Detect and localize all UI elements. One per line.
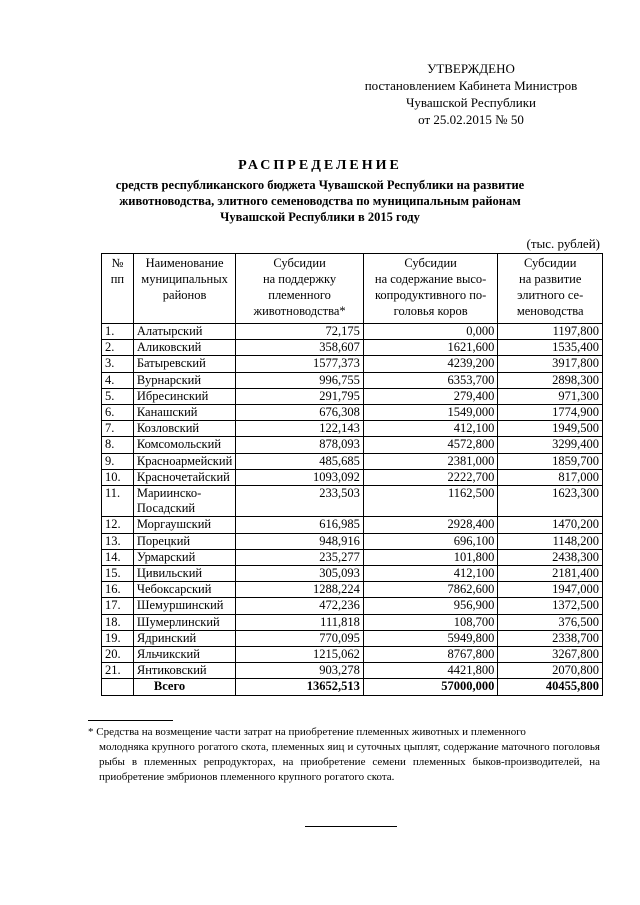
breeding-subsidy: 1288,224 (236, 582, 364, 598)
end-divider (305, 826, 397, 827)
seeds-subsidy: 1470,200 (498, 517, 603, 533)
table-total-row (102, 679, 603, 695)
distribution-table (101, 253, 603, 696)
row-number: 13. (102, 533, 134, 549)
table-row (102, 663, 603, 679)
seeds-subsidy: 1197,800 (498, 324, 603, 340)
district-name: Янтиковский (133, 663, 235, 679)
district-name: Порецкий (133, 533, 235, 549)
document-title (100, 158, 540, 225)
header-number: № пп (102, 254, 134, 324)
approval-decree: постановлением Кабинета Министров (364, 78, 578, 93)
total-cows: 57000,000 (363, 679, 498, 695)
cows-subsidy: 4421,800 (363, 663, 498, 679)
district-name: Красночетайский (133, 469, 235, 485)
seeds-subsidy: 1535,400 (498, 340, 603, 356)
header-district-name: Наименование муниципальных районов (133, 254, 235, 324)
cows-subsidy: 8767,800 (363, 647, 498, 663)
breeding-subsidy: 996,755 (236, 372, 364, 388)
district-name: Комсомольский (133, 437, 235, 453)
table-row (102, 517, 603, 533)
cows-subsidy: 956,900 (363, 598, 498, 614)
cows-subsidy: 101,800 (363, 549, 498, 565)
breeding-subsidy: 616,985 (236, 517, 364, 533)
seeds-subsidy: 1623,300 (498, 486, 603, 517)
row-number: 20. (102, 647, 134, 663)
seeds-subsidy: 1148,200 (498, 533, 603, 549)
header-seeds-subsidy: Субсидии на развитие элитного се- меноводства (498, 254, 603, 324)
table-row (102, 647, 603, 663)
table-row (102, 388, 603, 404)
district-name: Мариинско- Посадский (133, 486, 235, 517)
cows-subsidy: 7862,600 (363, 582, 498, 598)
cows-subsidy: 412,100 (363, 421, 498, 437)
approval-date-number: от 25.02.2015 № 50 (418, 112, 524, 127)
footnote-divider (88, 720, 173, 721)
district-name: Моргаушский (133, 517, 235, 533)
seeds-subsidy: 1372,500 (498, 598, 603, 614)
district-name: Канашский (133, 405, 235, 421)
breeding-subsidy: 305,093 (236, 566, 364, 582)
cows-subsidy: 108,700 (363, 614, 498, 630)
seeds-subsidy: 817,000 (498, 469, 603, 485)
approval-stamp (340, 60, 602, 128)
total-breeding: 13652,513 (236, 679, 364, 695)
cows-subsidy: 412,100 (363, 566, 498, 582)
table-row (102, 372, 603, 388)
breeding-subsidy: 358,607 (236, 340, 364, 356)
breeding-subsidy: 122,143 (236, 421, 364, 437)
row-number: 1. (102, 324, 134, 340)
breeding-subsidy: 291,795 (236, 388, 364, 404)
row-number: 5. (102, 388, 134, 404)
table-row (102, 598, 603, 614)
district-name: Чебоксарский (133, 582, 235, 598)
seeds-subsidy: 3917,800 (498, 356, 603, 372)
row-number: 15. (102, 566, 134, 582)
seeds-subsidy: 971,300 (498, 388, 603, 404)
table-row (102, 630, 603, 646)
seeds-subsidy: 3299,400 (498, 437, 603, 453)
seeds-subsidy: 1774,900 (498, 405, 603, 421)
breeding-subsidy: 111,818 (236, 614, 364, 630)
title-line-1: средств республиканского бюджета Чувашской Республики на развитие (115, 178, 525, 192)
district-name: Алатырский (133, 324, 235, 340)
district-name: Урмарский (133, 549, 235, 565)
breeding-subsidy: 770,095 (236, 630, 364, 646)
row-number: 16. (102, 582, 134, 598)
cows-subsidy: 1621,600 (363, 340, 498, 356)
row-number: 2. (102, 340, 134, 356)
row-number: 8. (102, 437, 134, 453)
row-number: 17. (102, 598, 134, 614)
district-name: Козловский (133, 421, 235, 437)
seeds-subsidy: 2070,800 (498, 663, 603, 679)
cows-subsidy: 279,400 (363, 388, 498, 404)
breeding-subsidy: 72,175 (236, 324, 364, 340)
table-row (102, 533, 603, 549)
district-name: Вурнарский (133, 372, 235, 388)
footnote-first-line: * Средства на возмещение части затрат на приобретение племенных животных и племенного (88, 726, 526, 738)
cows-subsidy: 2928,400 (363, 517, 498, 533)
table-row (102, 566, 603, 582)
seeds-subsidy: 1947,000 (498, 582, 603, 598)
row-number: 10. (102, 469, 134, 485)
breeding-subsidy: 903,278 (236, 663, 364, 679)
cows-subsidy: 2381,000 (363, 453, 498, 469)
total-seeds: 40455,800 (498, 679, 603, 695)
breeding-subsidy: 472,236 (236, 598, 364, 614)
approval-republic: Чувашской Республики (405, 95, 537, 110)
header-cows-subsidy: Субсидии на содержание высо- копродуктивного по- головья коров (363, 254, 498, 324)
cows-subsidy: 696,100 (363, 533, 498, 549)
district-name: Цивильский (133, 566, 235, 582)
seeds-subsidy: 2438,300 (498, 549, 603, 565)
table-row (102, 324, 603, 340)
table-row (102, 405, 603, 421)
table-row (102, 486, 603, 517)
header-breeding-subsidy: Субсидии на поддержку племенного животноводства* (236, 254, 364, 324)
row-number: 9. (102, 453, 134, 469)
district-name: Шумерлинский (133, 614, 235, 630)
row-number: 3. (102, 356, 134, 372)
approval-heading: УТВЕРЖДЕНО (427, 61, 515, 76)
seeds-subsidy: 376,500 (498, 614, 603, 630)
units-label: (тыс. рублей) (526, 236, 600, 251)
row-number: 19. (102, 630, 134, 646)
district-name: Красноармейский (133, 453, 235, 469)
breeding-subsidy: 878,093 (236, 437, 364, 453)
district-name: Ядринский (133, 630, 235, 646)
row-number: 12. (102, 517, 134, 533)
breeding-subsidy: 1215,062 (236, 647, 364, 663)
table-row (102, 340, 603, 356)
cows-subsidy: 1162,500 (363, 486, 498, 517)
district-name: Яльчикский (133, 647, 235, 663)
district-name: Шемуршинский (133, 598, 235, 614)
row-number: 4. (102, 372, 134, 388)
cows-subsidy: 0,000 (363, 324, 498, 340)
district-name: Аликовский (133, 340, 235, 356)
row-number: 21. (102, 663, 134, 679)
footnote-body: молодняка крупного рогатого скота, племенных яиц и суточных цыплят, содержание маточного поголовья рыбы в племенных репродукторах, на приобретение семени племенных быков-производителей, на приобретение эмбрионов племенного крупного рогатого скота. (99, 741, 600, 783)
breeding-subsidy: 235,277 (236, 549, 364, 565)
table-row (102, 356, 603, 372)
table-row (102, 421, 603, 437)
breeding-subsidy: 1093,092 (236, 469, 364, 485)
breeding-subsidy: 1577,373 (236, 356, 364, 372)
table-body (102, 324, 603, 679)
row-number: 18. (102, 614, 134, 630)
total-num-cell (102, 679, 134, 695)
table-row (102, 437, 603, 453)
table-row (102, 469, 603, 485)
row-number: 6. (102, 405, 134, 421)
seeds-subsidy: 1859,700 (498, 453, 603, 469)
seeds-subsidy: 1949,500 (498, 421, 603, 437)
table-row (102, 453, 603, 469)
cows-subsidy: 4239,200 (363, 356, 498, 372)
seeds-subsidy: 2898,300 (498, 372, 603, 388)
row-number: 14. (102, 549, 134, 565)
row-number: 7. (102, 421, 134, 437)
breeding-subsidy: 485,685 (236, 453, 364, 469)
seeds-subsidy: 3267,800 (498, 647, 603, 663)
district-name: Ибресинский (133, 388, 235, 404)
cows-subsidy: 1549,000 (363, 405, 498, 421)
footnote (88, 725, 600, 785)
seeds-subsidy: 2338,700 (498, 630, 603, 646)
row-number: 11. (102, 486, 134, 517)
table-header-row (102, 254, 603, 324)
cows-subsidy: 4572,800 (363, 437, 498, 453)
breeding-subsidy: 676,308 (236, 405, 364, 421)
cows-subsidy: 2222,700 (363, 469, 498, 485)
title-line-2: животноводства, элитного семеноводства по муниципальным районам (119, 194, 521, 208)
table-row (102, 549, 603, 565)
breeding-subsidy: 948,916 (236, 533, 364, 549)
title-main: РАСПРЕДЕЛЕНИЕ (238, 158, 402, 173)
district-name: Батыревский (133, 356, 235, 372)
table-row (102, 614, 603, 630)
cows-subsidy: 5949,800 (363, 630, 498, 646)
total-label: Всего (133, 679, 235, 695)
title-line-3: Чувашской Республики в 2015 году (220, 210, 420, 224)
seeds-subsidy: 2181,400 (498, 566, 603, 582)
table-row (102, 582, 603, 598)
breeding-subsidy: 233,503 (236, 486, 364, 517)
cows-subsidy: 6353,700 (363, 372, 498, 388)
